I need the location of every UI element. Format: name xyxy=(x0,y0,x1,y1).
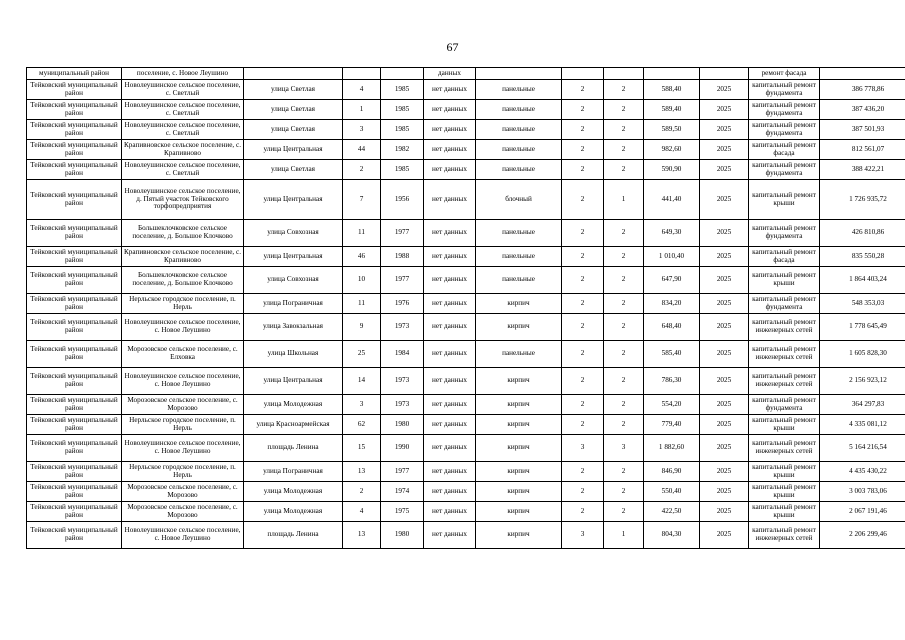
table-row xyxy=(27,80,905,100)
work-type-cell: капитальный ремонт фундамента xyxy=(749,294,820,314)
house-number-cell: 46 xyxy=(343,247,381,267)
floors-cell: 2 xyxy=(562,314,604,341)
street-cell: улица Светлая xyxy=(244,120,343,140)
entrances-cell: 1 xyxy=(604,522,644,549)
work-type-cell: капитальный ремонт фундамента xyxy=(749,120,820,140)
floors-cell: 2 xyxy=(562,294,604,314)
area-cell: 648,40 xyxy=(644,314,700,341)
settlement-cell: Новолеушинское сельское поселение, с. Светлый xyxy=(122,120,244,140)
table-row xyxy=(27,395,905,415)
entrances-cell: 2 xyxy=(604,502,644,522)
floors-cell: 3 xyxy=(562,522,604,549)
cost-cell: 2 156 923,12 xyxy=(820,368,905,395)
table-row xyxy=(27,160,905,180)
work-type-cell: капитальный ремонт инженерных сетей xyxy=(749,435,820,462)
status-cell: данных xyxy=(424,68,476,80)
district-cell: Тейковский муниципальный район xyxy=(27,435,122,462)
cost-cell: 2 067 191,46 xyxy=(820,502,905,522)
cost-cell: 5 164 216,54 xyxy=(820,435,905,462)
street-cell: улица Центральная xyxy=(244,180,343,220)
build-year-cell: 1985 xyxy=(381,100,424,120)
area-cell: 585,40 xyxy=(644,341,700,368)
house-number-cell xyxy=(343,68,381,80)
cost-cell: 835 550,28 xyxy=(820,247,905,267)
floors-cell: 2 xyxy=(562,395,604,415)
area-cell: 779,40 xyxy=(644,415,700,435)
wall-material-cell xyxy=(476,68,562,80)
entrances-cell: 2 xyxy=(604,140,644,160)
house-number-cell: 4 xyxy=(343,502,381,522)
build-year-cell: 1977 xyxy=(381,267,424,294)
plan-year-cell: 2025 xyxy=(700,160,749,180)
entrances-cell: 2 xyxy=(604,247,644,267)
work-type-cell: капитальный ремонт крыши xyxy=(749,502,820,522)
floors-cell: 2 xyxy=(562,220,604,247)
entrances-cell: 2 xyxy=(604,341,644,368)
cost-cell: 386 778,86 xyxy=(820,80,905,100)
house-number-cell: 11 xyxy=(343,220,381,247)
area-cell: 554,20 xyxy=(644,395,700,415)
district-cell: Тейковский муниципальный район xyxy=(27,100,122,120)
settlement-cell: поселение, с. Новое Леушино xyxy=(122,68,244,80)
wall-material-cell: кирпич xyxy=(476,368,562,395)
street-cell: улица Пограничная xyxy=(244,462,343,482)
settlement-cell: Морозовское сельское поселение, с. Морозово xyxy=(122,502,244,522)
wall-material-cell: панельные xyxy=(476,120,562,140)
settlement-cell: Новолеушинское сельское поселение, с. Новое Леушино xyxy=(122,314,244,341)
floors-cell: 3 xyxy=(562,435,604,462)
street-cell: улица Совхозная xyxy=(244,267,343,294)
floors-cell: 2 xyxy=(562,341,604,368)
status-cell: нет данных xyxy=(424,180,476,220)
cost-cell: 387 436,20 xyxy=(820,100,905,120)
floors-cell: 2 xyxy=(562,120,604,140)
table-row xyxy=(27,247,905,267)
street-cell: улица Молодежная xyxy=(244,395,343,415)
district-cell: Тейковский муниципальный район xyxy=(27,267,122,294)
area-cell: 834,20 xyxy=(644,294,700,314)
settlement-cell: Новолеушинское сельское поселение, с. Новое Леушино xyxy=(122,522,244,549)
area-cell: 982,60 xyxy=(644,140,700,160)
house-number-cell: 2 xyxy=(343,482,381,502)
district-cell: Тейковский муниципальный район xyxy=(27,160,122,180)
page-number: 67 xyxy=(446,40,459,54)
build-year-cell: 1988 xyxy=(381,247,424,267)
table-row xyxy=(27,140,905,160)
wall-material-cell: панельные xyxy=(476,160,562,180)
district-cell: Тейковский муниципальный район xyxy=(27,180,122,220)
plan-year-cell: 2025 xyxy=(700,100,749,120)
district-cell: Тейковский муниципальный район xyxy=(27,341,122,368)
plan-year-cell: 2025 xyxy=(700,267,749,294)
work-type-cell: капитальный ремонт инженерных сетей xyxy=(749,522,820,549)
settlement-cell: Большеклочковское сельское поселение, д. Большое Клочково xyxy=(122,220,244,247)
status-cell: нет данных xyxy=(424,160,476,180)
work-type-cell: капитальный ремонт крыши xyxy=(749,415,820,435)
district-cell: Тейковский муниципальный район xyxy=(27,395,122,415)
area-cell: 647,90 xyxy=(644,267,700,294)
cost-cell: 4 335 081,12 xyxy=(820,415,905,435)
district-cell: муниципальный район xyxy=(27,68,122,80)
house-number-cell: 44 xyxy=(343,140,381,160)
plan-year-cell: 2025 xyxy=(700,502,749,522)
cost-cell: 2 206 299,46 xyxy=(820,522,905,549)
build-year-cell: 1985 xyxy=(381,80,424,100)
district-cell: Тейковский муниципальный район xyxy=(27,294,122,314)
street-cell: улица Центральная xyxy=(244,368,343,395)
district-cell: Тейковский муниципальный район xyxy=(27,220,122,247)
wall-material-cell: кирпич xyxy=(476,294,562,314)
plan-year-cell: 2025 xyxy=(700,435,749,462)
status-cell: нет данных xyxy=(424,502,476,522)
plan-year-cell: 2025 xyxy=(700,482,749,502)
work-type-cell: капитальный ремонт крыши xyxy=(749,267,820,294)
district-cell: Тейковский муниципальный район xyxy=(27,415,122,435)
cost-cell: 1 864 403,24 xyxy=(820,267,905,294)
floors-cell: 2 xyxy=(562,502,604,522)
wall-material-cell: кирпич xyxy=(476,395,562,415)
cost-cell: 388 422,21 xyxy=(820,160,905,180)
build-year-cell: 1956 xyxy=(381,180,424,220)
table-row xyxy=(27,522,905,549)
settlement-cell: Морозовское сельское поселение, с. Елховка xyxy=(122,341,244,368)
settlement-cell: Нерльское городское поселение, п. Нерль xyxy=(122,462,244,482)
street-cell: улица Молодежная xyxy=(244,482,343,502)
work-type-cell: капитальный ремонт фундамента xyxy=(749,80,820,100)
house-number-cell: 62 xyxy=(343,415,381,435)
build-year-cell xyxy=(381,68,424,80)
plan-year-cell: 2025 xyxy=(700,80,749,100)
plan-year-cell: 2025 xyxy=(700,294,749,314)
floors-cell xyxy=(562,68,604,80)
house-number-cell: 1 xyxy=(343,100,381,120)
status-cell: нет данных xyxy=(424,415,476,435)
floors-cell: 2 xyxy=(562,368,604,395)
street-cell: площадь Ленина xyxy=(244,522,343,549)
cost-cell: 387 501,93 xyxy=(820,120,905,140)
plan-year-cell: 2025 xyxy=(700,180,749,220)
area-cell: 422,50 xyxy=(644,502,700,522)
district-cell: Тейковский муниципальный район xyxy=(27,482,122,502)
district-cell: Тейковский муниципальный район xyxy=(27,462,122,482)
house-number-cell: 9 xyxy=(343,314,381,341)
house-number-cell: 3 xyxy=(343,120,381,140)
floors-cell: 2 xyxy=(562,267,604,294)
work-type-cell: капитальный ремонт фундамента xyxy=(749,160,820,180)
wall-material-cell: панельные xyxy=(476,341,562,368)
settlement-cell: Новолеушинское сельское поселение, с. Светлый xyxy=(122,100,244,120)
house-number-cell: 3 xyxy=(343,395,381,415)
work-type-cell: капитальный ремонт крыши xyxy=(749,462,820,482)
cost-cell xyxy=(820,68,905,80)
area-cell: 649,30 xyxy=(644,220,700,247)
house-number-cell: 7 xyxy=(343,180,381,220)
wall-material-cell: панельные xyxy=(476,247,562,267)
status-cell: нет данных xyxy=(424,341,476,368)
district-cell: Тейковский муниципальный район xyxy=(27,247,122,267)
work-type-cell: капитальный ремонт инженерных сетей xyxy=(749,341,820,368)
housing-repair-table xyxy=(26,67,905,549)
cost-cell: 1 605 828,30 xyxy=(820,341,905,368)
entrances-cell: 2 xyxy=(604,80,644,100)
cost-cell: 812 561,07 xyxy=(820,140,905,160)
work-type-cell: капитальный ремонт крыши xyxy=(749,482,820,502)
table-row xyxy=(27,341,905,368)
floors-cell: 2 xyxy=(562,180,604,220)
wall-material-cell: панельные xyxy=(476,140,562,160)
work-type-cell: капитальный ремонт фундамента xyxy=(749,100,820,120)
entrances-cell: 2 xyxy=(604,294,644,314)
build-year-cell: 1990 xyxy=(381,435,424,462)
entrances-cell: 2 xyxy=(604,100,644,120)
table-row xyxy=(27,368,905,395)
status-cell: нет данных xyxy=(424,462,476,482)
table-row xyxy=(27,482,905,502)
area-cell: 588,40 xyxy=(644,80,700,100)
cost-cell: 426 810,86 xyxy=(820,220,905,247)
house-number-cell: 10 xyxy=(343,267,381,294)
status-cell: нет данных xyxy=(424,294,476,314)
status-cell: нет данных xyxy=(424,80,476,100)
work-type-cell: ремонт фасада xyxy=(749,68,820,80)
settlement-cell: Морозовское сельское поселение, с. Морозово xyxy=(122,482,244,502)
settlement-cell: Новолеушинское сельское поселение, с. Новое Леушино xyxy=(122,368,244,395)
table-row xyxy=(27,68,905,80)
wall-material-cell: панельные xyxy=(476,220,562,247)
table-row xyxy=(27,267,905,294)
status-cell: нет данных xyxy=(424,247,476,267)
entrances-cell: 2 xyxy=(604,314,644,341)
cost-cell: 548 353,03 xyxy=(820,294,905,314)
area-cell: 590,90 xyxy=(644,160,700,180)
work-type-cell: капитальный ремонт инженерных сетей xyxy=(749,368,820,395)
cost-cell: 364 297,83 xyxy=(820,395,905,415)
district-cell: Тейковский муниципальный район xyxy=(27,368,122,395)
table-row xyxy=(27,415,905,435)
work-type-cell: капитальный ремонт фундамента xyxy=(749,220,820,247)
status-cell: нет данных xyxy=(424,220,476,247)
area-cell: 846,90 xyxy=(644,462,700,482)
floors-cell: 2 xyxy=(562,140,604,160)
plan-year-cell: 2025 xyxy=(700,140,749,160)
plan-year-cell: 2025 xyxy=(700,341,749,368)
cost-cell: 4 435 430,22 xyxy=(820,462,905,482)
district-cell: Тейковский муниципальный район xyxy=(27,120,122,140)
status-cell: нет данных xyxy=(424,267,476,294)
entrances-cell: 2 xyxy=(604,462,644,482)
street-cell: улица Светлая xyxy=(244,100,343,120)
settlement-cell: Новолеушинское сельское поселение, с. Новое Леушино xyxy=(122,435,244,462)
entrances-cell xyxy=(604,68,644,80)
settlement-cell: Нерльское городское поселение, п. Нерль xyxy=(122,415,244,435)
plan-year-cell: 2025 xyxy=(700,522,749,549)
entrances-cell: 2 xyxy=(604,395,644,415)
area-cell: 441,40 xyxy=(644,180,700,220)
entrances-cell: 2 xyxy=(604,368,644,395)
status-cell: нет данных xyxy=(424,395,476,415)
street-cell: улица Школьная xyxy=(244,341,343,368)
table-row xyxy=(27,100,905,120)
area-cell: 589,40 xyxy=(644,100,700,120)
street-cell: улица Пограничная xyxy=(244,294,343,314)
floors-cell: 2 xyxy=(562,247,604,267)
build-year-cell: 1977 xyxy=(381,462,424,482)
district-cell: Тейковский муниципальный район xyxy=(27,80,122,100)
settlement-cell: Новолеушинское сельское поселение, с. Светлый xyxy=(122,80,244,100)
build-year-cell: 1975 xyxy=(381,502,424,522)
wall-material-cell: панельные xyxy=(476,267,562,294)
house-number-cell: 13 xyxy=(343,462,381,482)
work-type-cell: капитальный ремонт фасада xyxy=(749,247,820,267)
area-cell: 1 882,60 xyxy=(644,435,700,462)
entrances-cell: 1 xyxy=(604,180,644,220)
plan-year-cell: 2025 xyxy=(700,120,749,140)
plan-year-cell xyxy=(700,68,749,80)
floors-cell: 2 xyxy=(562,462,604,482)
settlement-cell: Новолеушинское сельское поселение, с. Светлый xyxy=(122,160,244,180)
table-row xyxy=(27,120,905,140)
build-year-cell: 1977 xyxy=(381,220,424,247)
build-year-cell: 1980 xyxy=(381,522,424,549)
status-cell: нет данных xyxy=(424,140,476,160)
house-number-cell: 25 xyxy=(343,341,381,368)
plan-year-cell: 2025 xyxy=(700,368,749,395)
table-row xyxy=(27,502,905,522)
street-cell: улица Совхозная xyxy=(244,220,343,247)
settlement-cell: Морозовское сельское поселение, с. Морозово xyxy=(122,395,244,415)
area-cell: 550,40 xyxy=(644,482,700,502)
entrances-cell: 2 xyxy=(604,120,644,140)
street-cell: улица Красноармейская xyxy=(244,415,343,435)
wall-material-cell: кирпич xyxy=(476,435,562,462)
street-cell: улица Светлая xyxy=(244,160,343,180)
build-year-cell: 1984 xyxy=(381,341,424,368)
plan-year-cell: 2025 xyxy=(700,220,749,247)
build-year-cell: 1980 xyxy=(381,415,424,435)
wall-material-cell: кирпич xyxy=(476,314,562,341)
district-cell: Тейковский муниципальный район xyxy=(27,140,122,160)
wall-material-cell: панельные xyxy=(476,100,562,120)
floors-cell: 2 xyxy=(562,100,604,120)
entrances-cell: 2 xyxy=(604,267,644,294)
table-row xyxy=(27,220,905,247)
area-cell: 786,30 xyxy=(644,368,700,395)
status-cell: нет данных xyxy=(424,314,476,341)
status-cell: нет данных xyxy=(424,482,476,502)
build-year-cell: 1973 xyxy=(381,395,424,415)
settlement-cell: Большеклочковское сельское поселение, д. Большое Клочково xyxy=(122,267,244,294)
status-cell: нет данных xyxy=(424,435,476,462)
wall-material-cell: кирпич xyxy=(476,462,562,482)
house-number-cell: 13 xyxy=(343,522,381,549)
street-cell: улица Светлая xyxy=(244,80,343,100)
build-year-cell: 1985 xyxy=(381,160,424,180)
build-year-cell: 1976 xyxy=(381,294,424,314)
area-cell: 589,50 xyxy=(644,120,700,140)
district-cell: Тейковский муниципальный район xyxy=(27,522,122,549)
work-type-cell: капитальный ремонт фасада xyxy=(749,140,820,160)
status-cell: нет данных xyxy=(424,120,476,140)
area-cell: 804,30 xyxy=(644,522,700,549)
build-year-cell: 1974 xyxy=(381,482,424,502)
table-row xyxy=(27,462,905,482)
table-row xyxy=(27,294,905,314)
plan-year-cell: 2025 xyxy=(700,462,749,482)
plan-year-cell: 2025 xyxy=(700,395,749,415)
build-year-cell: 1973 xyxy=(381,368,424,395)
build-year-cell: 1973 xyxy=(381,314,424,341)
wall-material-cell: кирпич xyxy=(476,522,562,549)
house-number-cell: 14 xyxy=(343,368,381,395)
floors-cell: 2 xyxy=(562,160,604,180)
street-cell: улица Центральная xyxy=(244,140,343,160)
street-cell xyxy=(244,68,343,80)
house-number-cell: 4 xyxy=(343,80,381,100)
cost-cell: 1 726 935,72 xyxy=(820,180,905,220)
entrances-cell: 2 xyxy=(604,482,644,502)
wall-material-cell: кирпич xyxy=(476,415,562,435)
house-number-cell: 15 xyxy=(343,435,381,462)
street-cell: улица Молодежная xyxy=(244,502,343,522)
plan-year-cell: 2025 xyxy=(700,314,749,341)
entrances-cell: 2 xyxy=(604,160,644,180)
wall-material-cell: блочный xyxy=(476,180,562,220)
settlement-cell: Новолеушинское сельское поселение, д. Пятый участок Тейковского торфопредприятия xyxy=(122,180,244,220)
area-cell xyxy=(644,68,700,80)
wall-material-cell: кирпич xyxy=(476,482,562,502)
settlement-cell: Крапивновское сельское поселение, с. Крапивново xyxy=(122,247,244,267)
wall-material-cell: панельные xyxy=(476,80,562,100)
settlement-cell: Крапивновское сельское поселение, с. Крапивново xyxy=(122,140,244,160)
street-cell: улица Центральная xyxy=(244,247,343,267)
status-cell: нет данных xyxy=(424,368,476,395)
plan-year-cell: 2025 xyxy=(700,415,749,435)
work-type-cell: капитальный ремонт фундамента xyxy=(749,395,820,415)
floors-cell: 2 xyxy=(562,482,604,502)
cost-cell: 1 778 645,49 xyxy=(820,314,905,341)
street-cell: площадь Ленина xyxy=(244,435,343,462)
district-cell: Тейковский муниципальный район xyxy=(27,502,122,522)
work-type-cell: капитальный ремонт инженерных сетей xyxy=(749,314,820,341)
table-body xyxy=(27,68,905,549)
build-year-cell: 1985 xyxy=(381,120,424,140)
plan-year-cell: 2025 xyxy=(700,247,749,267)
street-cell: улица Завокзальная xyxy=(244,314,343,341)
area-cell: 1 010,40 xyxy=(644,247,700,267)
floors-cell: 2 xyxy=(562,415,604,435)
status-cell: нет данных xyxy=(424,100,476,120)
table-row xyxy=(27,314,905,341)
entrances-cell: 2 xyxy=(604,220,644,247)
entrances-cell: 3 xyxy=(604,435,644,462)
floors-cell: 2 xyxy=(562,80,604,100)
settlement-cell: Нерльское городское поселение, п. Нерль xyxy=(122,294,244,314)
entrances-cell: 2 xyxy=(604,415,644,435)
cost-cell: 3 003 783,06 xyxy=(820,482,905,502)
table-row xyxy=(27,435,905,462)
work-type-cell: капитальный ремонт крыши xyxy=(749,180,820,220)
wall-material-cell: кирпич xyxy=(476,502,562,522)
table-row xyxy=(27,180,905,220)
status-cell: нет данных xyxy=(424,522,476,549)
build-year-cell: 1982 xyxy=(381,140,424,160)
house-number-cell: 2 xyxy=(343,160,381,180)
house-number-cell: 11 xyxy=(343,294,381,314)
district-cell: Тейковский муниципальный район xyxy=(27,314,122,341)
